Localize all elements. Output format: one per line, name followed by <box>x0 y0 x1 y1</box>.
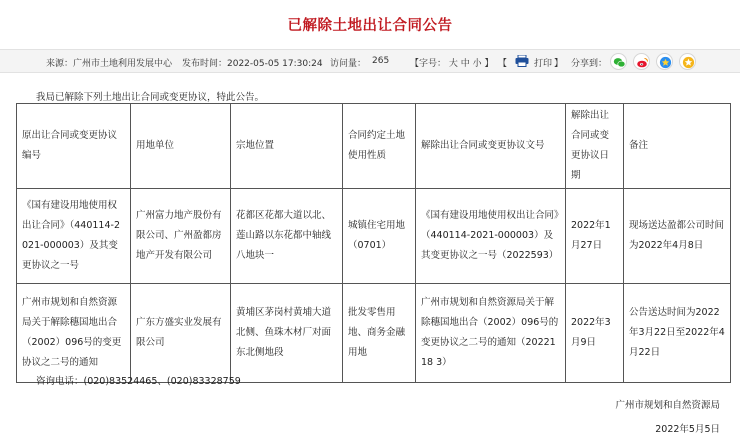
table-row <box>17 284 731 383</box>
print-label: 打印 <box>534 59 553 69</box>
table-cell: 广州市规划和自然资源局关于解除穗国地出合（2002）096号的变更协议之二号的通知（2022118 3） <box>416 284 566 383</box>
table-cell: 花都区花都大道以北、莲山路以东花都中轴线八地块一 <box>231 189 343 284</box>
source-text: 来源：广州市土地利用发展中心 <box>46 59 173 69</box>
print-bracket-left: 【 <box>498 59 508 69</box>
table-row <box>17 189 731 284</box>
table-cell: 广东方盛实业发展有限公司 <box>131 284 231 383</box>
print-bracket-right: 】 <box>554 59 564 69</box>
print-button[interactable] <box>506 53 558 70</box>
table-cell: 2022年1月27日 <box>566 189 624 284</box>
table-header-cell: 备注 <box>624 104 731 189</box>
table-cell: 《国有建设用地使用权出让合同》（440114-2021-000003）及其变更协议之一号 <box>17 189 131 284</box>
issue-date: 2022年5月5日 <box>655 424 720 433</box>
share-qzone-button[interactable] <box>656 53 673 70</box>
table-cell: 广州市规划和自然资源局关于解除穗国地出合（2002）096号的变更协议之二号的通知 <box>17 284 131 383</box>
article-info-bar <box>0 49 740 73</box>
table-cell: 现场送达盈都公司时间为2022年4月8日 <box>624 189 731 284</box>
table-header-cell: 宗地位置 <box>231 104 343 189</box>
views-count: 265 <box>372 56 390 66</box>
publish-time: 发布时间：2022-05-05 17:30:24 <box>182 59 323 69</box>
share-favorite-button[interactable] <box>679 53 696 70</box>
share-label: 分享到： <box>571 59 608 69</box>
issuing-organization: 广州市规划和自然资源局 <box>615 400 720 411</box>
favorite-icon <box>682 56 695 69</box>
wechat-icon <box>613 56 626 69</box>
intro-text: 我局已解除下列土地出让合同或变更协议，特此公告。 <box>36 92 265 103</box>
table-header-cell: 解除出让合同或变更协议日期 <box>566 104 624 189</box>
table-cell: 广州富力地产股份有限公司、广州盈都房地产开发有限公司 <box>131 189 231 284</box>
contact-phone: 咨询电话：(020)83524465、(020)83328759 <box>36 376 241 387</box>
table-header-cell: 用地单位 <box>131 104 231 189</box>
table-cell: 《国有建设用地使用权出让合同》（440114-2021-000003）及其变更协议之一号（2022593） <box>416 189 566 284</box>
table-cell: 城镇住宅用地（0701） <box>343 189 416 284</box>
qzone-icon <box>659 56 672 69</box>
share-weibo-button[interactable] <box>633 53 650 70</box>
table-cell: 公告送达时间为2022年3月22日至2022年4月22日 <box>624 284 731 383</box>
contract-table <box>16 103 731 383</box>
table-header-row <box>17 104 731 189</box>
table-header-cell: 原出让合同或变更协议编号 <box>17 104 131 189</box>
printer-icon <box>515 55 529 67</box>
table-cell: 黄埔区茅岗村黄埔大道北侧、鱼珠木材厂对面东北侧地段 <box>231 284 343 383</box>
views-label: 访问量： <box>330 59 367 69</box>
table-header-cell: 解除出让合同或变更协议文号 <box>416 104 566 189</box>
font-size-control[interactable]: 【字号： 大 中 小 】 <box>410 59 494 69</box>
share-wechat-button[interactable] <box>610 53 627 70</box>
table-cell: 2022年3月9日 <box>566 284 624 383</box>
weibo-icon <box>636 56 649 69</box>
table-cell: 批发零售用地、商务金融用地 <box>343 284 416 383</box>
page-title: 已解除土地出让合同公告 <box>287 18 453 34</box>
table-header-cell: 合同约定土地使用性质 <box>343 104 416 189</box>
